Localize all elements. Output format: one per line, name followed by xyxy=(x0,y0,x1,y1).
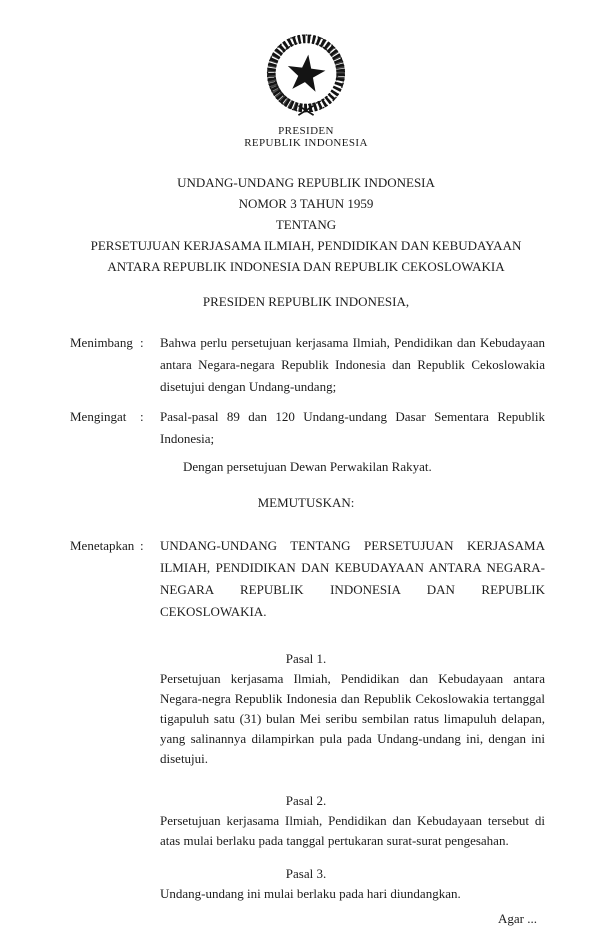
agency-header xyxy=(0,125,612,149)
menimbang-text: Bahwa perlu persetujuan kerjasama Ilmiah, Pendidikan dan Kebudayaan antara Negara-negara Republik Indonesia dan Republik Cekoslowakia disetujui dengan Undang-undang; xyxy=(160,335,545,394)
pasal-2-heading: Pasal 2. xyxy=(285,793,327,808)
menetapkan-text: UNDANG-UNDANG TENTANG PERSETUJUAN KERJASAMA ILMIAH, PENDIDIKAN DAN KEBUDAYAAN ANTARA NEGARA-NEGARA REPUBLIK INDONESIA DAN REPUBLIK CEKOSLOWAKIA. xyxy=(160,538,545,619)
menimbang-row xyxy=(70,332,545,398)
star-icon xyxy=(285,52,327,92)
catchword-agar: Agar ... xyxy=(498,911,537,926)
title-line-2: NOMOR 3 TAHUN 1959 xyxy=(238,196,374,211)
pasal-1-body: Persetujuan kerjasama Ilmiah, Pendidikan dan Kebudayaan antara Negara-negra Republik Indonesia dan Republik Cekoslowakia tertanggal tigapuluh satu (31) bulan Mei seribu sembilan ratus limapuluh delapan, yang salinannya dilampirkan pula pada Undang-undang ini, dengan ini disetujui. xyxy=(160,671,545,766)
title-line-1: UNDANG-UNDANG REPUBLIK INDONESIA xyxy=(177,175,435,190)
pasal-3-body: Undang-undang ini mulai berlaku pada hari diundangkan. xyxy=(160,886,461,901)
title-line-5: ANTARA REPUBLIK INDONESIA DAN REPUBLIK CEKOSLOWAKIA xyxy=(107,259,505,274)
mengingat-text: Pasal-pasal 89 dan 120 Undang-undang Dasar Sementara Republik Indonesia; xyxy=(160,409,545,446)
title-line-4: PERSETUJUAN KERJASAMA ILMIAH, PENDIDIKAN DAN KEBUDAYAAN xyxy=(90,238,522,253)
pasal-3-heading: Pasal 3. xyxy=(285,866,327,881)
pasal-1-heading: Pasal 1. xyxy=(285,651,327,666)
menimbang-label: Menimbang xyxy=(70,335,133,350)
document-title xyxy=(0,172,612,277)
mengingat-label: Mengingat xyxy=(70,409,127,424)
menimbang-colon: : xyxy=(140,335,144,350)
menetapkan-label: Menetapkan xyxy=(70,538,135,553)
pasal-2-body: Persetujuan kerjasama Ilmiah, Pendidikan dan Kebudayaan tersebut di atas mulai berlaku pada tanggal pertukaran surat-surat pengesahan. xyxy=(160,813,545,848)
title-line-3: TENTANG xyxy=(275,217,337,232)
mengingat-colon: : xyxy=(140,409,144,424)
menetapkan-colon: : xyxy=(140,538,144,553)
agency-line-presiden: PRESIDEN xyxy=(278,125,334,137)
agency-line-republik: REPUBLIK INDONESIA xyxy=(244,137,368,149)
emblem-container xyxy=(0,0,612,122)
mengingat-row xyxy=(70,406,545,450)
presidential-seal-icon xyxy=(258,26,354,118)
salutation-line: PRESIDEN REPUBLIK INDONESIA, xyxy=(202,294,410,309)
memutuskan-heading: MEMUTUSKAN: xyxy=(257,495,355,510)
menetapkan-row xyxy=(70,535,545,623)
approval-line: Dengan persetujuan Dewan Perwakilan Rakyat. xyxy=(183,459,432,474)
